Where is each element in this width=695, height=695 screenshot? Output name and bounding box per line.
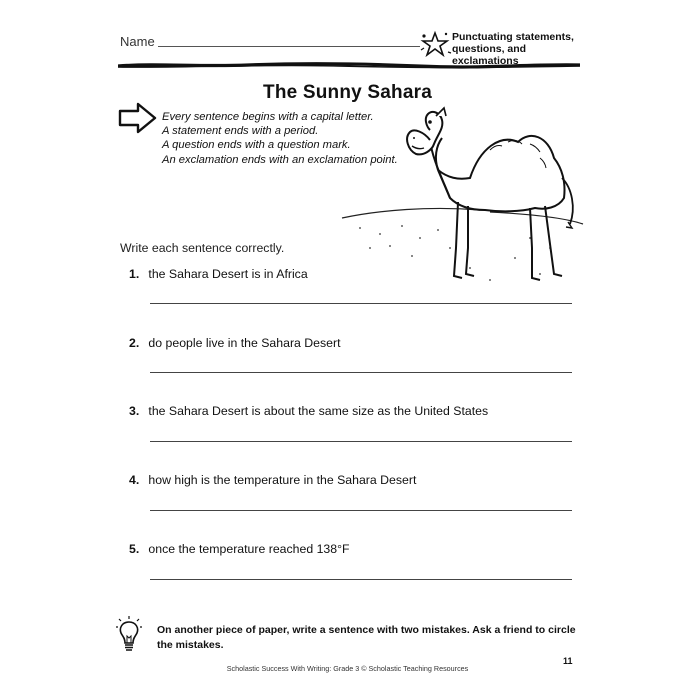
answer-line[interactable] <box>150 372 572 373</box>
item-number: 2. <box>129 336 140 350</box>
topic-line-2: questions, and exclamations <box>452 43 527 67</box>
star-icon <box>418 30 452 58</box>
exercise-item <box>129 336 341 350</box>
item-number: 3. <box>129 404 140 418</box>
rule-line: Every sentence begins with a capital letter. <box>162 111 374 123</box>
answer-line[interactable] <box>150 303 572 304</box>
challenge-text: On another piece of paper, write a sentence with two mistakes. Ask a friend to circle the mistakes. <box>157 624 576 651</box>
name-write-line[interactable] <box>158 46 420 47</box>
lightbulb-icon <box>116 616 142 654</box>
footer-credit: Scholastic Success With Writing: Grade 3 © Scholastic Teaching Resources <box>226 664 469 673</box>
right-arrow-icon <box>118 102 158 134</box>
page-number: 11 <box>563 656 573 666</box>
exercise-item <box>129 473 416 487</box>
item-number: 5. <box>129 542 140 556</box>
camel-illustration <box>340 98 585 293</box>
instruction-text: Write each sentence correctly. <box>120 241 285 255</box>
item-sentence: the Sahara Desert is about the same size as the United States <box>148 404 489 418</box>
answer-line[interactable] <box>150 441 572 442</box>
rule-line: A statement ends with a period. <box>162 125 319 138</box>
rule-line: A question ends with a question mark. <box>162 139 351 152</box>
item-sentence: do people live in the Sahara Desert <box>148 336 341 350</box>
page-title: The Sunny Sahara <box>263 82 432 103</box>
item-sentence: the Sahara Desert is in Africa <box>148 267 308 281</box>
exercise-item <box>129 542 350 556</box>
exercise-item <box>129 267 308 281</box>
header-divider <box>118 60 580 70</box>
topic-line-1: Punctuating statements, <box>452 31 574 43</box>
answer-line[interactable] <box>150 579 572 580</box>
name-label: Name <box>120 34 155 49</box>
rule-line: An exclamation ends with an exclamation point. <box>162 153 398 166</box>
item-sentence: once the temperature reached 138°F <box>148 542 350 556</box>
item-number: 1. <box>129 267 140 281</box>
item-number: 4. <box>129 473 140 487</box>
answer-line[interactable] <box>150 510 572 511</box>
item-sentence: how high is the temperature in the Sahara Desert <box>148 473 417 487</box>
exercise-item <box>129 404 488 418</box>
